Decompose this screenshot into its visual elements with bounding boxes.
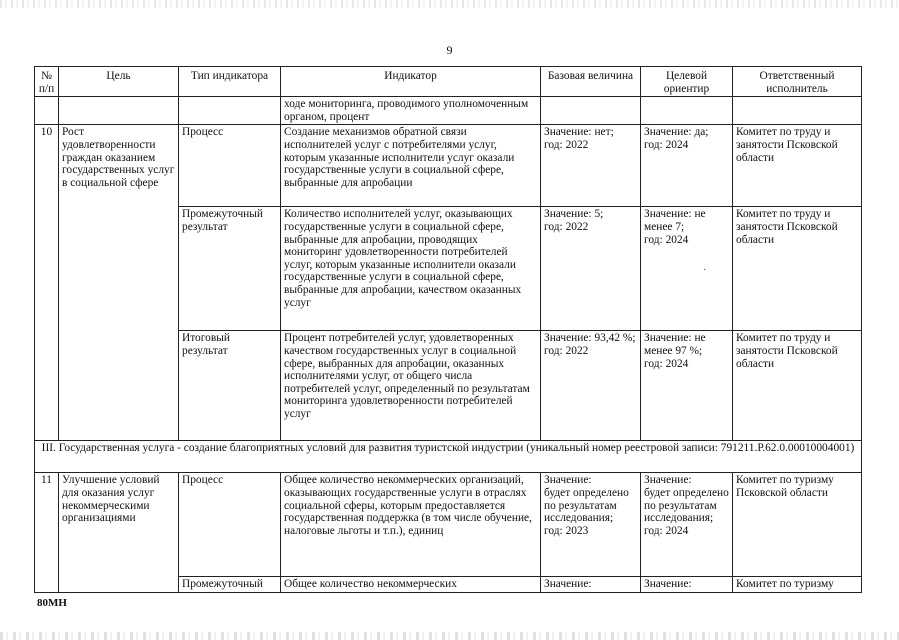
cell-target: Значение: [641,577,733,593]
cell-goal: Улучшение условий для оказания услуг некоммерческими организациями [59,473,179,593]
table-row [35,473,862,577]
cell-type: Промежуточный результат [179,207,281,331]
target-year: год: 2024 [644,357,689,370]
section-row [35,441,862,473]
base-year: год: 2022 [544,138,589,151]
cell-type: Промежуточный [179,577,281,593]
cell-responsible: Комитет по труду и занятости Псковской области [733,331,862,441]
target-value: Значение: не менее 97 %; [644,332,706,357]
target-value: Значение: да; [644,126,709,139]
table-row [35,125,862,207]
cell-base [541,331,641,441]
cell-goal: Рост удовлетворенности граждан оказанием государственных услуг в социальной сфере [59,125,179,441]
cell-responsible: Комитет по туризму [733,577,862,593]
target-year: год: 2024 [644,524,689,537]
cell-indicator: Процент потребителей услуг, удовлетворенных качеством государственных услуг в социальной сфере, выбранных для апробации, оказанных исполнителями услуг, от общего числа потребителей услуг, определенный по результатам мониторинга удовлетворенности потребителей услуг [281,331,541,441]
scan-edge-top [0,0,899,8]
base-value: Значение: 5; [544,208,604,221]
cell-indicator: Количество исполнителей услуг, оказывающих государственные услуги в социальной сфере, выбранные для апробации, проводящих мониторинг удовлетворенности потребителей услуг, которым указанные исполнители оказали государственные услуги в социальной сфере, выбранные для апробации, качеством оказанных услуг [281,207,541,331]
header-responsible: Ответственный исполнитель [733,67,862,97]
indicator-table [34,66,862,593]
cell-num: 11 [35,473,59,593]
base-year: год: 2022 [544,344,589,357]
base-value: Значение: [544,474,592,487]
cell-num: 10 [35,125,59,441]
cell-responsible: Комитет по труду и занятости Псковской области [733,125,862,207]
cell-base [541,125,641,207]
table-header-row [35,67,862,97]
cell-responsible: Комитет по туризму Псковской области [733,473,862,577]
cell-base: Значение: [541,577,641,593]
header-num: № п/п [35,67,59,97]
base-note: будет определено по результатам исследования; [544,486,629,525]
footer-code: 80МН [37,597,67,609]
page-number: 9 [446,43,453,57]
cell-target [641,331,733,441]
table-row [35,97,862,125]
target-value: Значение: не менее 7; [644,208,706,233]
cell-base [541,473,641,577]
base-value: Значение: 93,42 %; [544,332,636,345]
target-year: год: 2024 [644,138,689,151]
scan-mark: · [703,265,707,276]
cell-indicator: Общее количество некоммерческих организаций, оказывающих государственные услуги в отраслях социальной сферы, которым предоставляется государственная поддержка (в том числе обучение, налоговые льготы и т.п.), единиц [281,473,541,577]
base-value: Значение: нет; [544,126,614,139]
cell-type: Итоговый результат [179,331,281,441]
cell-indicator: Общее количество некоммерческих [281,577,541,593]
cell-target [641,473,733,577]
header-target: Целевой ориентир [641,67,733,97]
cell-target [641,125,733,207]
base-year: год: 2022 [544,220,589,233]
scan-edge-bottom [0,632,899,640]
base-year: год: 2023 [544,524,589,537]
cell-type: Процесс [179,473,281,577]
header-indicator: Индикатор [281,67,541,97]
header-base: Базовая величина [541,67,641,97]
target-note: будет определено по результатам исследования; [644,486,729,525]
cell-type: Процесс [179,125,281,207]
header-type: Тип индикатора [179,67,281,97]
header-goal: Цель [59,67,179,97]
cell-indicator: Создание механизмов обратной связи исполнителей услуг с потребителями услуг, которым указанные исполнители услуг оказали государственные услуги в социальной сфере, выбранные для апробации [281,125,541,207]
cell-base [541,207,641,331]
target-value: Значение: [644,474,692,487]
cell-indicator: ходе мониторинга, проводимого уполномоченным органом, процент [281,97,541,125]
section-heading: III. Государственная услуга - создание благоприятных условий для развития туристской индустрии (уникальный номер реестровой записи: 791211.Р.62.0.00010004001) [35,441,862,473]
cell-responsible: Комитет по труду и занятости Псковской области [733,207,862,331]
cell-target [641,207,733,331]
target-year: год: 2024 [644,233,689,246]
